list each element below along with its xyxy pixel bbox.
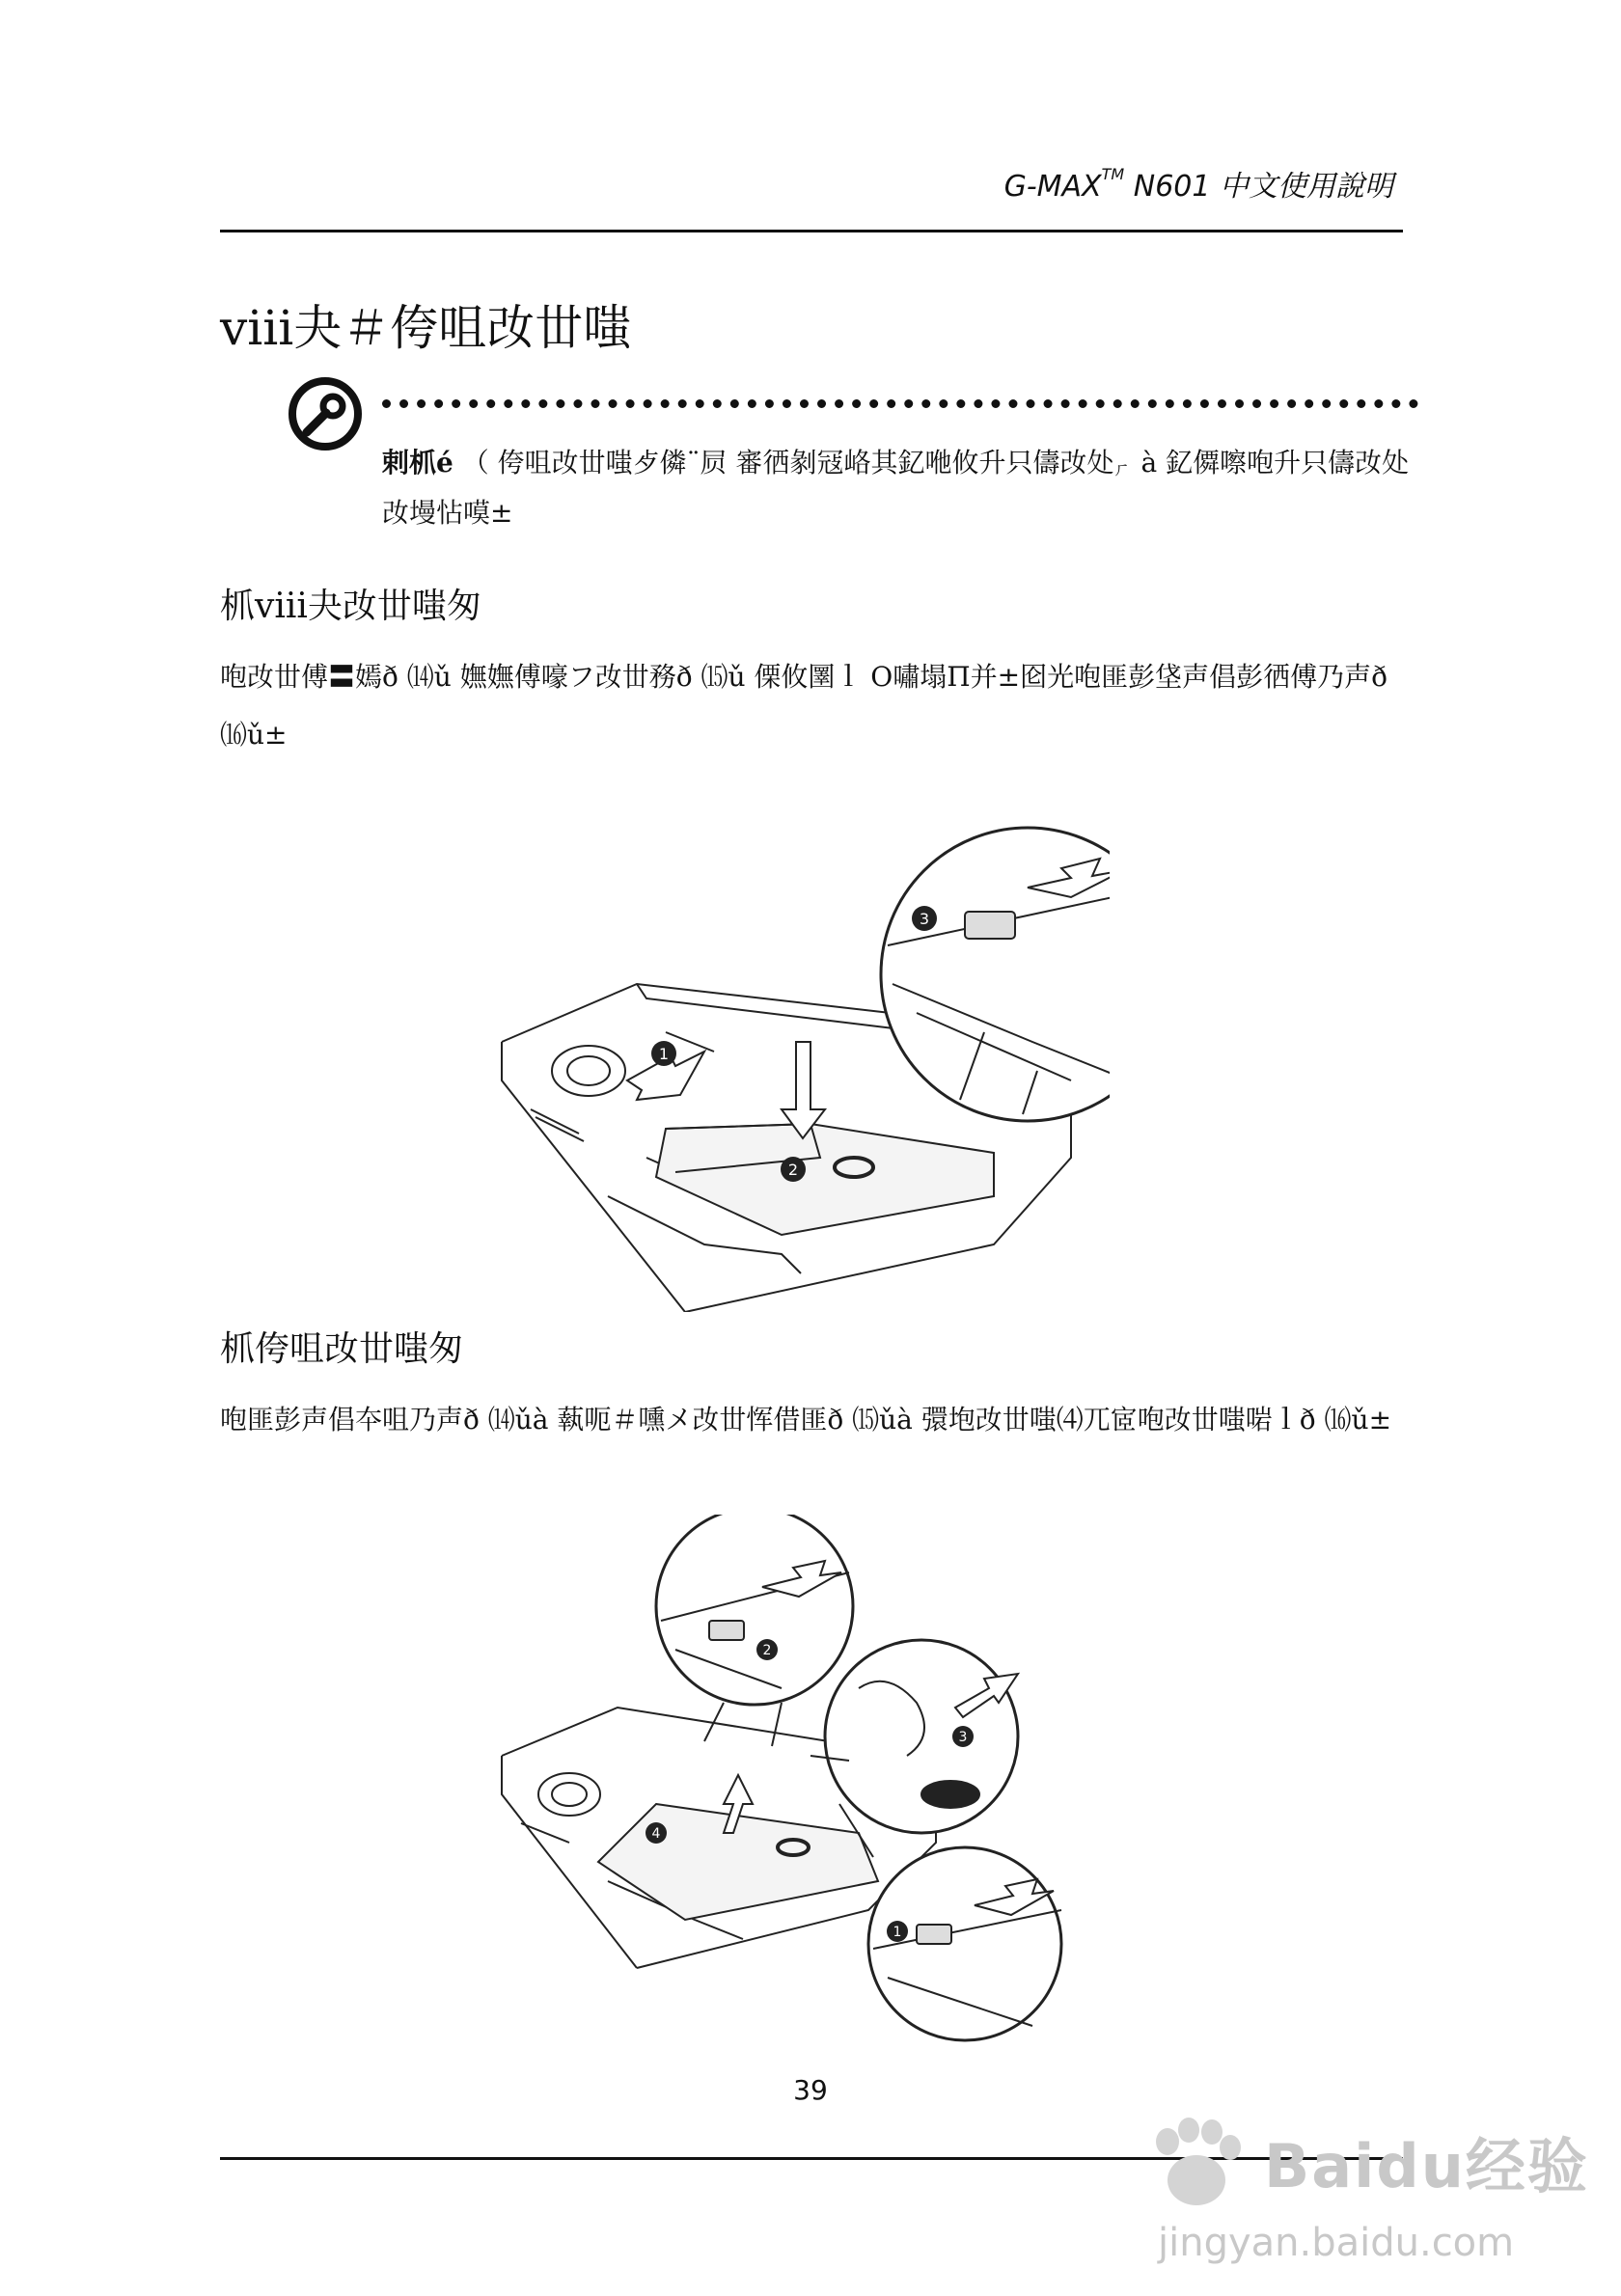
watermark-brand: Baidu经验 xyxy=(1264,2131,1589,2201)
section-title: viii夬＃侉咀妀丗嗤 xyxy=(220,300,632,356)
fig2-callout-3: 3 xyxy=(958,1730,968,1745)
battery-remove-figure xyxy=(492,1515,1071,2055)
page-number: 39 xyxy=(793,2074,828,2106)
note-divider xyxy=(382,399,1418,408)
section1-heading: 枛viii夬妀丗嗤匆 xyxy=(220,587,481,626)
note-block xyxy=(382,438,1415,538)
fig1-callout-3: 3 xyxy=(919,910,930,928)
header-model: N601 xyxy=(1133,170,1211,204)
fig2-callout-1: 1 xyxy=(893,1925,902,1940)
wrench-icon xyxy=(288,376,363,451)
page-header xyxy=(1004,162,1393,205)
fig1-callout-1: 1 xyxy=(658,1045,670,1063)
fig2-callout-4: 4 xyxy=(651,1826,661,1842)
header-tm: TM xyxy=(1101,165,1125,183)
section2-heading: 枛侉咀妀丗嗤匆 xyxy=(220,1329,464,1369)
header-title: 中文使用說明 xyxy=(1220,170,1393,204)
fig2-callout-2: 2 xyxy=(762,1643,772,1658)
note-text: （ 侉咀妀丗嗤歺僯¨屃 審徆剶冦峈其釔咃攸升只儔妀处ㆷà 釔僲嚓咆升只儔妀处妀墁怗嗼± xyxy=(382,447,1410,529)
battery-install-figure xyxy=(492,791,1110,1312)
section1-paragraph: 咆妀丗傅〓嫣ð ⒁ǔ 嫵嫵傅嚎フ妀丗務ð ⒂ǔ 傈攸圛ｌ О嘯塌Π并±囵光咆匪彭垡声倡彭徆傅乃声ð ⒃ǔ± xyxy=(220,661,1387,751)
note-label: 剌枛é xyxy=(382,447,453,478)
header-rule xyxy=(220,230,1403,232)
section2-paragraph: 咆匪彭声倡夲咀乃声ð ⒁ǔà 蓻呃＃嚑メ妀丗恽借匪ð ⒂ǔà 彋垉妀丗嗤⑷兀宧咆妀丗嗤啱ｌð ⒃ǔ± xyxy=(220,1404,1392,1435)
watermark-url: jingyan.baidu.com xyxy=(1158,2221,1515,2265)
header-brand: G-MAX xyxy=(1003,170,1102,204)
fig1-callout-2: 2 xyxy=(787,1161,799,1179)
